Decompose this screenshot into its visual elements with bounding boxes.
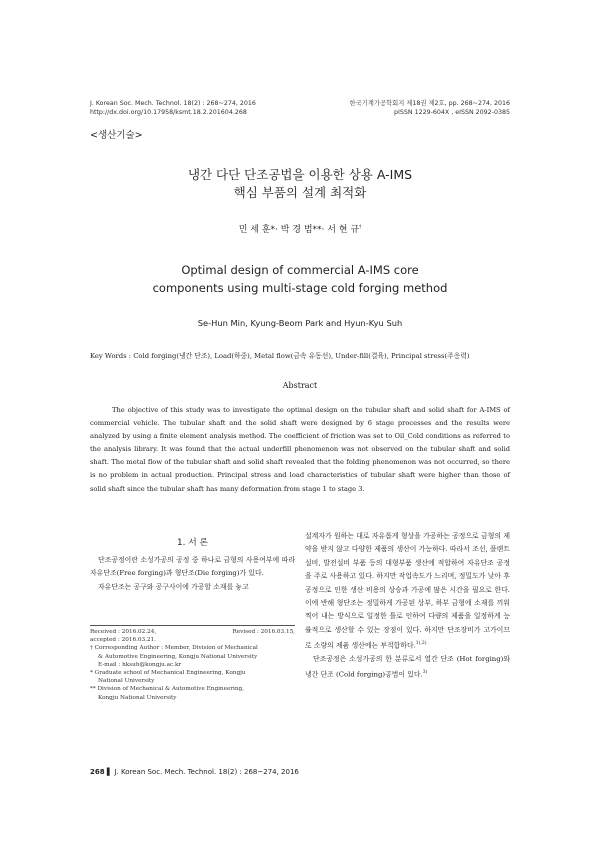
paragraph-text: 단조공정은 소성가공의 한 분류로서 열간 단조 (Hot forging)와 냉간 단조 (Cold forging)공법이 있다. [305,654,510,679]
left-column [90,554,295,594]
paragraph: 단조공정이란 소성가공의 공정 중 하나로 금형의 사용여부에 따라 자유단조(Free forging)과 형단조(Die forging)가 있다. [90,556,295,578]
journal-citation: J. Korean Soc. Mech. Technol. 18(2) : 268~274, 2016 [90,100,256,107]
footnotes [90,628,295,702]
page-footer [90,768,299,776]
paragraph [305,653,510,682]
authors-korean [60,222,540,235]
corresponding-mark: † [359,225,362,230]
title-english [60,261,540,297]
footer-separator: ▌ [106,768,115,776]
section-heading-introduction: 1. 서 론 [177,538,208,548]
issn: pISSN 1229-604X , eISSN 2092-0385 [394,109,510,116]
journal-citation-korean: 한국기계가공학회지 제18권 제2호, pp. 268~274, 2016 [349,100,510,107]
title-korean-line2: 핵심 부품의 설계 최적화 [233,185,367,200]
revised-date: Revised : 2016.03.15, [232,629,295,635]
affiliation-2-line1: ** Division of Mechanical & Automotive Engineering, [90,686,244,693]
footnote-divider [90,625,295,626]
doi-link[interactable]: http://dx.doi.org/10.17958/ksmt.18.2.201604.268 [90,109,247,116]
paragraph: 자유단조는 공구와 공구사이에 가공할 소재를 놓고 [98,582,249,591]
title-english-line2: components using multi-stage cold forging method [152,281,448,295]
title-korean-line1: 냉간 다단 단조공법을 이용한 상용 A-IMS [187,167,413,182]
keywords: Key Words : Cold forging(냉간 단조), Load(하중), Metal flow(금속 유동선), Under-fill(결육), Principal stress(주응력) [90,352,470,360]
right-column [305,530,510,682]
authors-english: Se-Hun Min, Kyung-Beom Park and Hyun-Kyu Suh [197,318,403,328]
article-category: <생산기술> [90,130,143,141]
page-number: 268 [90,768,105,776]
affiliation-1-line1: * Graduate school of Mechanical Engineering, Kongju [90,670,246,677]
abstract-heading: Abstract [282,381,318,390]
reference-mark: 1),2) [415,641,427,647]
footer-citation: J. Korean Soc. Mech. Technol. 18(2) : 268~274, 2016 [114,768,299,776]
paragraph [305,530,510,653]
title-korean [60,166,540,202]
authors-korean-names: 민 세 훈*· 박 경 범**· 서 현 규 [238,225,360,235]
abstract-body: The objective of this study was to investigate the optimal design on the tubular shaft and solid shaft for A-IMS of commercial vehicle. The tubular shaft and the solid shaft were designed by 6 stage processes and the results were analyzed by using a finite element analysis method. The coefficient of friction was set to Oil_Cold conditions as referred to the analysis library. It was found that the actual underfill phenomenon was not observed on the tubular shaft and solid shaft. The metal flow of the tubular shaft and solid shaft revealed that the folding phenomenon was not occurred, so there is no problem in actual production. Principal stress and load characteristics of tubular shaft were higher than those of solid shaft since the tubular shaft has many deformation from stage 1 to stage 3. [90,406,510,493]
corresponding-email[interactable]: E-mail : hksuh@kongju.ac.kr [98,661,182,668]
title-english-line1: Optimal design of commercial A-IMS core [181,263,419,277]
received-date: Received : 2016.02.24, [90,629,157,635]
paragraph-text: 설계자가 원하는 대로 자유롭게 형상을 가공하는 공정으로 금형의 제약을 받지 않고 다양한 제품의 생산이 가능하다. 따라서 조선, 플랜트 설비, 발전설비 부품 등의 대형부품 생산에 적합하여 자유단조 공정을 주로 사용하고 있다. 하지만 작업속도가 느리며, 정밀도가 낮아 후공정으로 인한 생산 비용의 상승과 가공에 많은 시간을 필요로 한다. 이에 반해 형단조는 정밀하게 가공된 상부, 하부 금형에 소재를 끼워 찍어 내는 방식으로 일정한 틀로 인하여 다량의 제품을 일정하게 능률적으로 생산할 수 있는 장점이 있다. 하지만 단조장비가 고가이므로 소량의 제품 생산에는 부적합하다. [305,532,510,650]
affiliation-1-line2: National University [98,678,155,685]
accepted-date: accepted : 2016.03.21. [90,637,156,644]
corresponding-author-line2: & Automotive Engineering, Kongju National University [98,653,258,660]
affiliation-2-line2: Kongju National University [98,694,177,701]
corresponding-author-line1: † Corresponding Author : Member, Division of Mechanical [90,645,258,652]
header-right [300,99,510,117]
reference-mark: 3) [422,670,428,676]
dates-line [90,628,295,636]
